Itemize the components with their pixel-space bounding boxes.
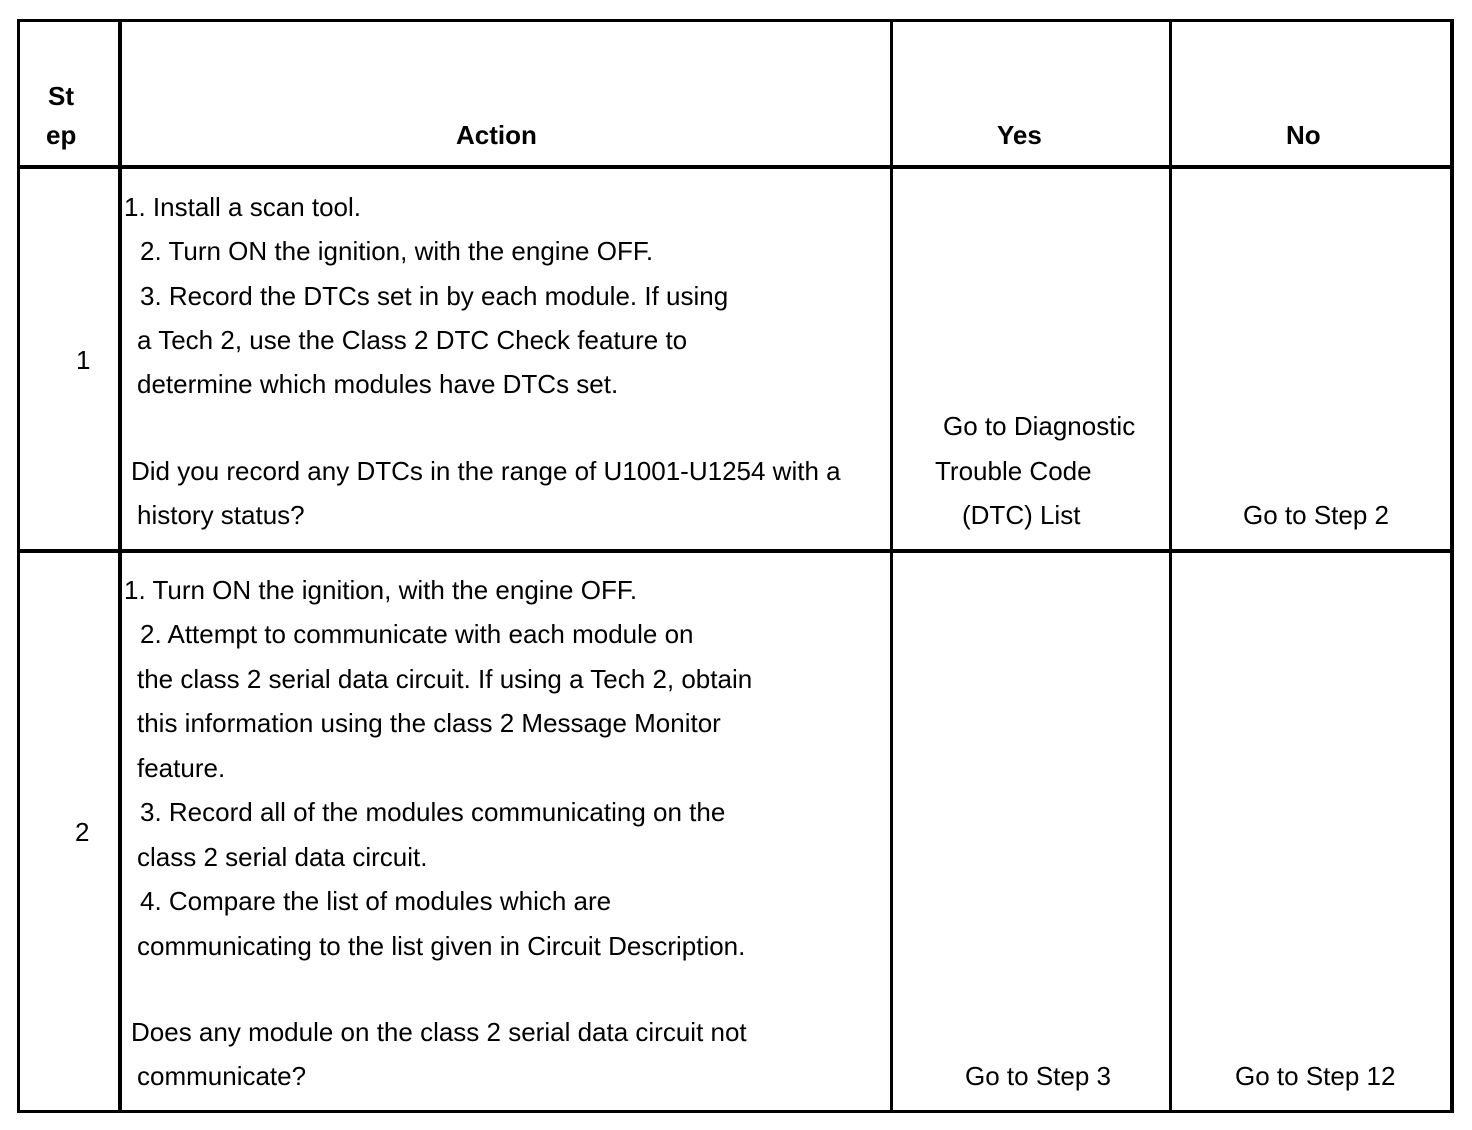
row2-action-line: this information using the class 2 Message Monitor [137, 708, 721, 738]
row1-question: history status? [137, 500, 305, 530]
header-action: Action [456, 120, 537, 150]
header-yes: Yes [997, 120, 1042, 150]
row2-action-line: class 2 serial data circuit. [137, 842, 428, 872]
row2-action-line: 4. Compare the list of modules which are [140, 886, 612, 916]
row1-action-line: 3. Record the DTCs set in by each module. If using [140, 281, 729, 311]
header-step-line1: St [48, 81, 74, 111]
row1-no-link[interactable]: Go to Step 2 [1243, 500, 1389, 530]
row2-yes-link[interactable]: Go to Step 3 [965, 1061, 1111, 1091]
row1-action-line: determine which modules have DTCs set. [137, 369, 619, 399]
row1-step: 1 [76, 345, 91, 375]
rule-row1-bottom [17, 549, 1454, 553]
rule-left [17, 19, 20, 1113]
row1-action-line: a Tech 2, use the Class 2 DTC Check feature to [137, 325, 688, 355]
rule-top [17, 19, 1454, 22]
row2-action-line: communicating to the list given in Circuit Description. [137, 931, 746, 961]
rule-bottom [17, 1110, 1454, 1113]
header-step-line2: ep [46, 120, 77, 150]
row2-step: 2 [75, 817, 90, 847]
row1-yes-link[interactable]: Trouble Code [935, 456, 1092, 486]
row2-no-link[interactable]: Go to Step 12 [1235, 1061, 1396, 1091]
row1-question: Did you record any DTCs in the range of U1001-U1254 with a [131, 456, 841, 486]
row2-action-line: feature. [137, 753, 226, 783]
row1-yes-link[interactable]: Go to Diagnostic [943, 411, 1136, 441]
header-no: No [1286, 120, 1321, 150]
row1-action-line: 2. Turn ON the ignition, with the engine OFF. [140, 236, 654, 266]
row2-question: communicate? [137, 1061, 307, 1091]
rule-col3 [1169, 19, 1172, 1113]
rule-col2 [890, 19, 893, 1113]
row2-action-line: 3. Record all of the modules communicating on the [140, 797, 726, 827]
rule-col1 [118, 19, 122, 1113]
row2-action-line: 1. Turn ON the ignition, with the engine OFF. [124, 575, 638, 605]
row1-action-line: 1. Install a scan tool. [124, 192, 362, 222]
rule-header-bottom [17, 165, 1454, 169]
row2-question: Does any module on the class 2 serial data circuit not [131, 1017, 747, 1047]
row2-action-line: 2. Attempt to communicate with each module on [140, 619, 694, 649]
row2-action-line: the class 2 serial data circuit. If using a Tech 2, obtain [137, 664, 753, 694]
rule-right [1450, 19, 1454, 1113]
row1-yes-link[interactable]: (DTC) List [962, 500, 1081, 530]
